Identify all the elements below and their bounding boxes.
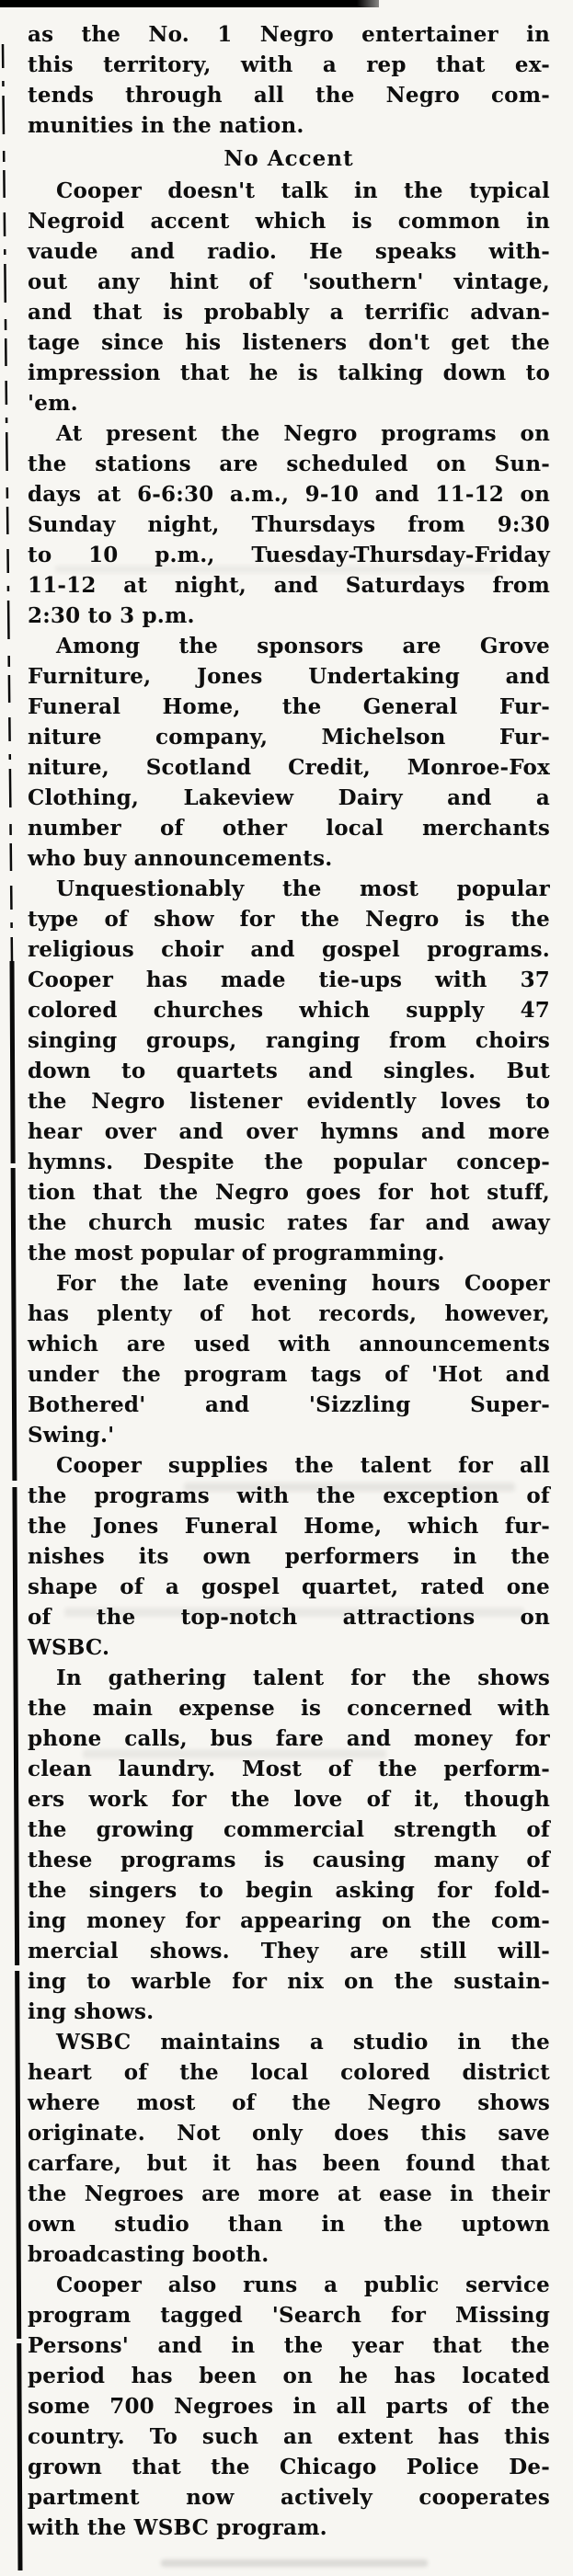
text-line: Cooper has made tie-ups with 37: [28, 967, 550, 992]
paragraph: [28, 1268, 550, 1450]
text-line: WSBC maintains a studio in the: [56, 2030, 550, 2055]
text-line: the most popular of programming.: [28, 1241, 445, 1265]
text-line: 2:30 to 3 p.m.: [28, 603, 195, 628]
print-bleed-artifact: [64, 1608, 524, 1617]
text-line: nishes its own performers in the: [28, 1544, 550, 1569]
text-line: ers work for the love of it, though: [28, 1787, 550, 1812]
paragraph: [28, 418, 550, 631]
paragraph: [28, 176, 550, 418]
text-line: originate. Not only does this save: [28, 2121, 550, 2146]
text-line: where most of the Negro shows: [28, 2090, 550, 2115]
text-line: niture, Scotland Credit, Monroe-Fox: [28, 755, 550, 780]
text-line: country. To such an extent has this: [28, 2424, 550, 2449]
text-line: to 10 p.m., Tuesday-Thursday-Friday: [28, 543, 550, 567]
text-line: munities in the nation.: [28, 113, 304, 138]
paragraph: [28, 631, 550, 874]
paragraph: [28, 1663, 550, 2027]
text-line: mercial shows. They are still will-: [28, 1939, 550, 1963]
text-line: ing to warble for nix on the sustain-: [28, 1969, 550, 1994]
text-line: the Negroes are more at ease in their: [28, 2181, 550, 2206]
print-bleed-artifact: [55, 566, 497, 573]
text-line: type of show for the Negro is the: [28, 907, 550, 932]
paragraph: [28, 2270, 550, 2543]
text-line: the Negro listener evidently loves to: [28, 1089, 550, 1114]
top-edge-ink-bar: [0, 0, 379, 7]
paragraph: [28, 874, 550, 1268]
text-line: Swing.': [28, 1423, 115, 1448]
text-line: the programs with the exception of: [28, 1483, 550, 1508]
text-line: own studio than in the uptown: [28, 2212, 550, 2237]
text-line: vaude and radio. He speaks with-: [28, 239, 550, 264]
text-line: colored churches which supply 47: [28, 998, 550, 1023]
text-line: shape of a gospel quartet, rated one: [28, 1574, 550, 1599]
text-line: period has been on he has located: [28, 2364, 550, 2388]
text-line: Cooper doesn't talk in the typical: [56, 178, 550, 203]
text-line: Cooper also runs a public service: [56, 2273, 550, 2297]
text-line: Negroid accent which is common in: [28, 209, 550, 234]
text-line: grown that the Chicago Police De-: [28, 2455, 550, 2479]
text-line: Funeral Home, the General Fur-: [28, 694, 550, 719]
text-line: singing groups, ranging from choirs: [28, 1028, 550, 1053]
text-line: tage since his listeners don't get the: [28, 330, 550, 355]
print-bleed-artifact: [83, 1749, 386, 1758]
text-line: under the program tags of 'Hot and: [28, 1362, 550, 1387]
text-line: these programs is causing many of: [28, 1848, 550, 1872]
text-line: some 700 Negroes in all parts of the: [28, 2394, 550, 2419]
text-line: carfare, but it has been found that: [28, 2151, 550, 2176]
text-line: Unquestionably the most popular: [56, 876, 550, 901]
scan-smudge: [161, 2559, 428, 2567]
text-line: days at 6-6:30 a.m., 9-10 and 11-12 on: [28, 482, 550, 507]
text-line: the singers to begin asking for fold-: [28, 1878, 550, 1903]
text-line: niture company, Michelson Fur-: [28, 725, 550, 750]
text-line: ing shows.: [28, 1999, 155, 2024]
article-column: [28, 19, 550, 2543]
text-line: ing money for appearing on the com-: [28, 1908, 550, 1933]
text-line: hear over and over hymns and more: [28, 1119, 550, 1144]
text-line: phone calls, bus fare and money for: [28, 1726, 550, 1751]
text-line: heart of the local colored district: [28, 2060, 550, 2085]
paragraph: [28, 19, 550, 141]
text-line: the growing commercial strength of: [28, 1817, 550, 1842]
text-line: down to quartets and singles. But: [28, 1059, 550, 1083]
text-line: Persons' and in the year that the: [28, 2333, 550, 2358]
text-line: 11-12 at night, and Saturdays from: [28, 573, 550, 598]
text-line: Bothered' and 'Sizzling Super-: [28, 1392, 550, 1417]
text-line: impression that he is talking down to: [28, 361, 550, 385]
text-line: number of other local merchants: [28, 816, 550, 841]
text-line: WSBC.: [28, 1635, 110, 1660]
text-line: of the top-notch attractions on: [28, 1605, 550, 1630]
text-line: tends through all the Negro com-: [28, 83, 550, 108]
text-line: and that is probably a terrific advan-: [28, 300, 550, 325]
text-line: the stations are scheduled on Sun-: [28, 452, 550, 476]
text-line: Among the sponsors are Grove: [56, 634, 550, 658]
text-line: the church music rates far and away: [28, 1210, 550, 1235]
text-line: the main expense is concerned with: [28, 1696, 550, 1721]
section-heading: No Accent: [223, 146, 354, 171]
text-line: partment now actively cooperates: [28, 2485, 550, 2510]
text-line: At present the Negro programs on: [56, 421, 550, 446]
text-line: the Jones Funeral Home, which fur-: [28, 1514, 550, 1539]
text-line: which are used with announcements: [28, 1332, 550, 1357]
text-line: tion that the Negro goes for hot stuff,: [28, 1180, 550, 1205]
print-bleed-artifact: [184, 1483, 515, 1492]
paragraph: [28, 2027, 550, 2270]
text-line: as the No. 1 Negro entertainer in: [28, 22, 550, 47]
text-line: Cooper supplies the talent for all: [56, 1453, 550, 1478]
text-line: clean laundry. Most of the perform-: [28, 1757, 550, 1781]
text-line: who buy announcements.: [28, 846, 333, 871]
text-line: Clothing, Lakeview Dairy and a: [28, 785, 550, 810]
text-line: Sunday night, Thursdays from 9:30: [28, 512, 550, 537]
text-line: has plenty of hot records, however,: [28, 1301, 550, 1326]
text-line: hymns. Despite the popular concep-: [28, 1150, 550, 1174]
text-line: broadcasting booth.: [28, 2242, 269, 2267]
text-line: this territory, with a rep that ex-: [28, 52, 550, 77]
text-line: with the WSBC program.: [28, 2515, 327, 2540]
text-line: For the late evening hours Cooper: [56, 1271, 550, 1296]
text-line: Furniture, Jones Undertaking and: [28, 664, 550, 689]
text-line: In gathering talent for the shows: [56, 1666, 550, 1690]
text-line: religious choir and gospel programs.: [28, 937, 550, 962]
text-line: out any hint of 'southern' vintage,: [28, 269, 550, 294]
text-line: program tagged 'Search for Missing: [28, 2303, 550, 2328]
text-line: 'em.: [28, 391, 78, 416]
